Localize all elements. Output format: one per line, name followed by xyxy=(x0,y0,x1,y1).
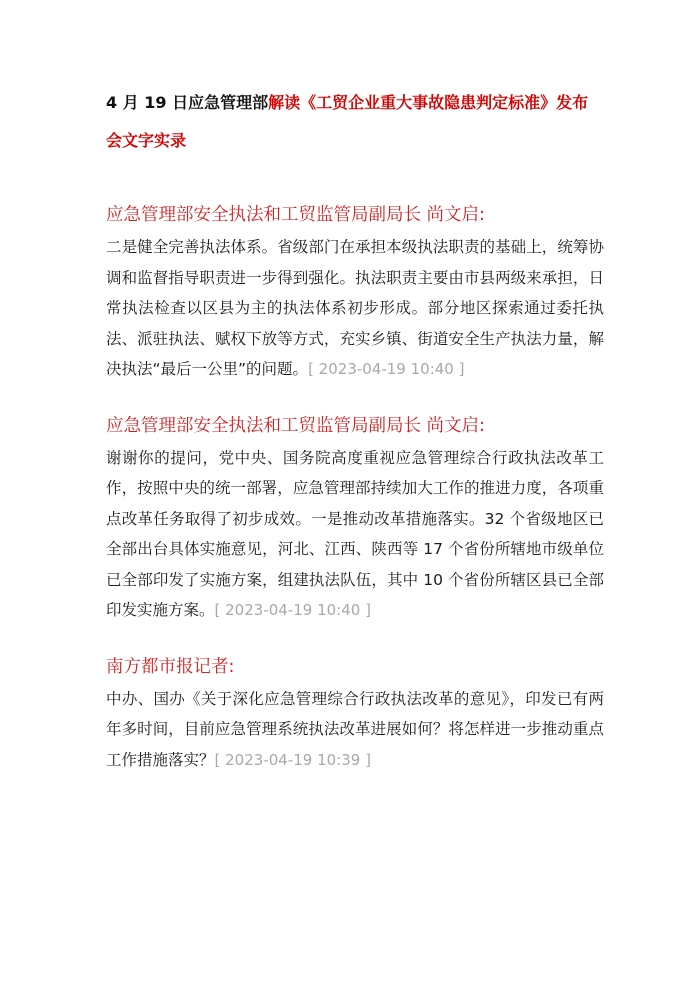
speaker-name: 南方都市报记者: xyxy=(106,656,235,677)
entry-text xyxy=(106,443,604,626)
speaker-name: 应急管理部安全执法和工贸监管局副局长 尚文启: xyxy=(106,415,485,436)
entry-text xyxy=(106,232,604,385)
transcript-entry-1 xyxy=(106,198,604,385)
entry-body: 中办、国办《关于深化应急管理综合行政执法改革的意见》，印发已有两年多时间，目前应急管理系统执法改革进展如何？将怎样进一步推动重点工作措施落实？ xyxy=(106,689,604,769)
timestamp: [ 2023-04-19 10:40 ] xyxy=(214,601,371,619)
entry-text xyxy=(106,684,604,776)
title-prefix: 4 月 19 日应急管理部 xyxy=(106,93,269,112)
entry-body: 二是健全完善执法体系。省级部门在承担本级执法职责的基础上，统筹协调和监督指导职责进一步得到强化。执法职责主要由市县两级来承担，日常执法检查以区县为主的执法体系初步形成。部分地区探索通过委托执法、派驻执法、赋权下放等方式，充实乡镇、街道安全生产执法力量，解决执法“最后一公里”的问题。 xyxy=(106,238,604,378)
transcript-entry-3 xyxy=(106,650,604,776)
page-title xyxy=(106,84,604,160)
title-highlight: 解读《工贸企业重大事故隐患判定标准》发布会文字实录 xyxy=(106,93,589,150)
entry-body: 谢谢你的提问，党中央、国务院高度重视应急管理综合行政执法改革工作，按照中央的统一部署，应急管理部持续加大工作的推进力度，各项重点改革任务取得了初步成效。一是推动改革措施落实。32 个省级地区已全部出台具体实施意见，河北、江西、陕西等 17 个省份所辖地市级单位已全部印发了实施方案，组建执法队伍，其中 10 个省份所辖区县已全部印发实施方案。 xyxy=(106,448,604,619)
speaker-name: 应急管理部安全执法和工贸监管局副局长 尚文启: xyxy=(106,205,485,225)
transcript-entry-2 xyxy=(106,409,604,626)
timestamp: [ 2023-04-19 10:39 ] xyxy=(214,750,371,769)
timestamp: [ 2023-04-19 10:40 ] xyxy=(308,360,465,378)
